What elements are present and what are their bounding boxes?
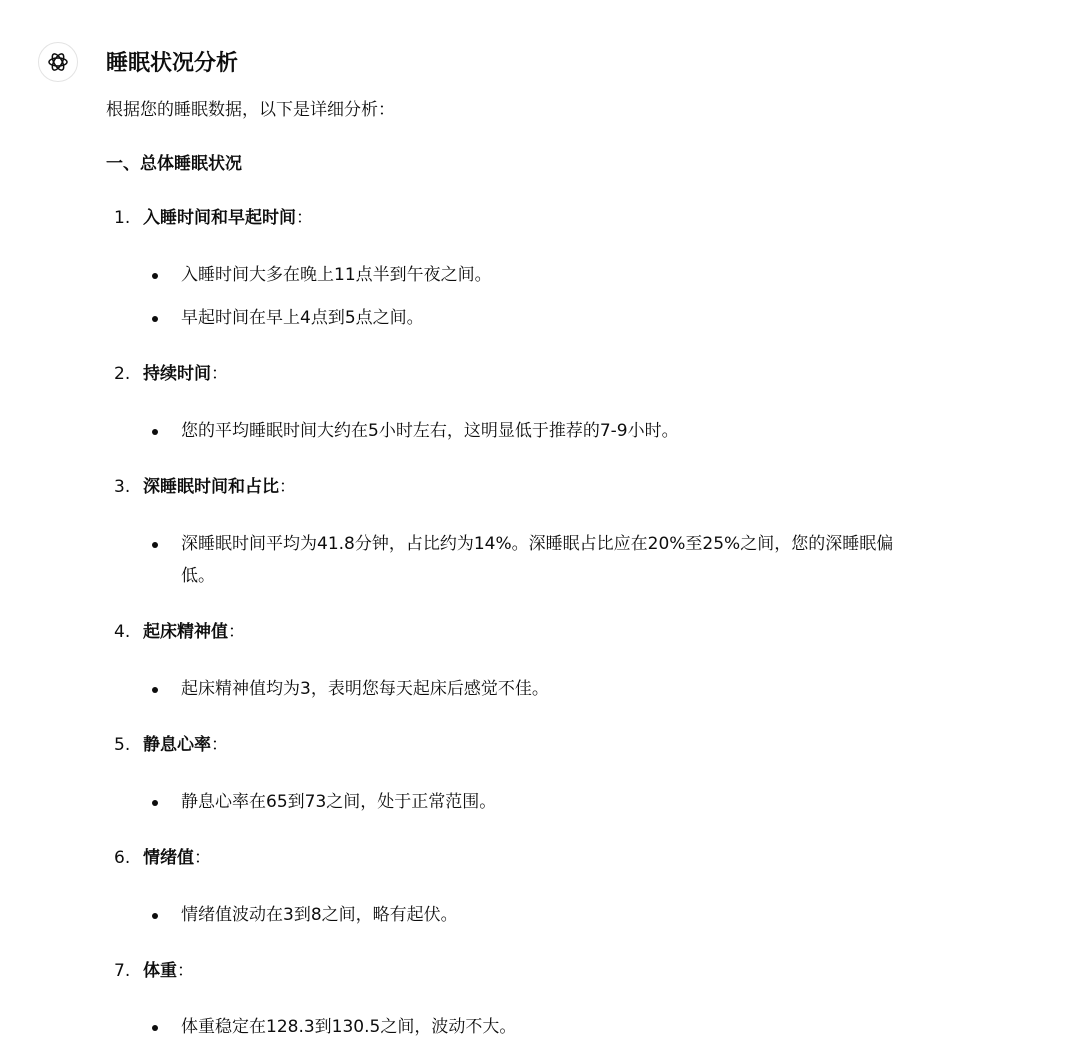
bullet-dot <box>152 273 158 279</box>
bullet-text: 体重稳定在128.3到130.5之间，波动不大。 <box>181 1017 517 1037</box>
list-item-label: 入睡时间和早起时间 <box>143 208 296 228</box>
message-intro: 根据您的睡眠数据，以下是详细分析： <box>106 100 395 120</box>
list-item-number: 1. <box>114 208 131 228</box>
list-item-number: 5. <box>114 735 131 755</box>
openai-logo-icon <box>46 50 70 74</box>
bullet-item <box>152 673 952 705</box>
bullet-item <box>152 1011 952 1043</box>
message-title: 睡眠状况分析 <box>106 51 239 76</box>
list-item-number: 2. <box>114 364 131 384</box>
list-item-number: 3. <box>114 477 131 497</box>
list-item-colon: ： <box>177 961 194 981</box>
list-item-label: 持续时间 <box>143 364 211 384</box>
bullet-dot <box>152 429 158 435</box>
bullet-item <box>152 259 952 291</box>
list-item-colon: ： <box>211 735 228 755</box>
bullet-dot <box>152 542 158 548</box>
bullet-text: 深睡眠时间平均为41.8分钟，占比约为14%。深睡眠占比应在20%至25%之间，您的深睡眠偏低。 <box>181 534 894 586</box>
bullet-dot <box>152 316 158 322</box>
list-item-label: 深睡眠时间和占比 <box>143 477 279 497</box>
bullet-dot <box>152 1025 158 1031</box>
bullet-dot <box>152 687 158 693</box>
bullet-item <box>152 899 952 931</box>
bullet-dot <box>152 913 158 919</box>
list-item-label: 情绪值 <box>143 848 194 868</box>
section-heading: 一、总体睡眠状况 <box>106 154 242 174</box>
assistant-avatar <box>38 42 78 82</box>
bullet-text: 情绪值波动在3到8之间，略有起伏。 <box>181 905 458 925</box>
bullet-dot <box>152 800 158 806</box>
list-item-label: 起床精神值 <box>143 622 228 642</box>
list-item-number: 6. <box>114 848 131 868</box>
bullet-item <box>152 786 952 818</box>
bullet-item <box>152 302 952 334</box>
bullet-text: 静息心率在65到73之间，处于正常范围。 <box>181 792 497 812</box>
list-item-colon: ： <box>228 622 245 642</box>
bullet-item <box>152 528 912 592</box>
list-item-label: 静息心率 <box>143 735 211 755</box>
list-item-colon: ： <box>194 848 211 868</box>
list-item-colon: ： <box>296 208 313 228</box>
list-item-colon: ： <box>211 364 228 384</box>
bullet-text: 起床精神值均为3，表明您每天起床后感觉不佳。 <box>181 679 549 699</box>
bullet-text: 您的平均睡眠时间大约在5小时左右，这明显低于推荐的7-9小时。 <box>181 421 679 441</box>
bullet-text: 早起时间在早上4点到5点之间。 <box>181 308 424 328</box>
list-item-label: 体重 <box>143 961 177 981</box>
list-item-number: 4. <box>114 622 131 642</box>
bullet-item <box>152 415 952 447</box>
list-item-number: 7. <box>114 961 131 981</box>
bullet-text: 入睡时间大多在晚上11点半到午夜之间。 <box>181 265 492 285</box>
list-item-colon: ： <box>279 477 296 497</box>
